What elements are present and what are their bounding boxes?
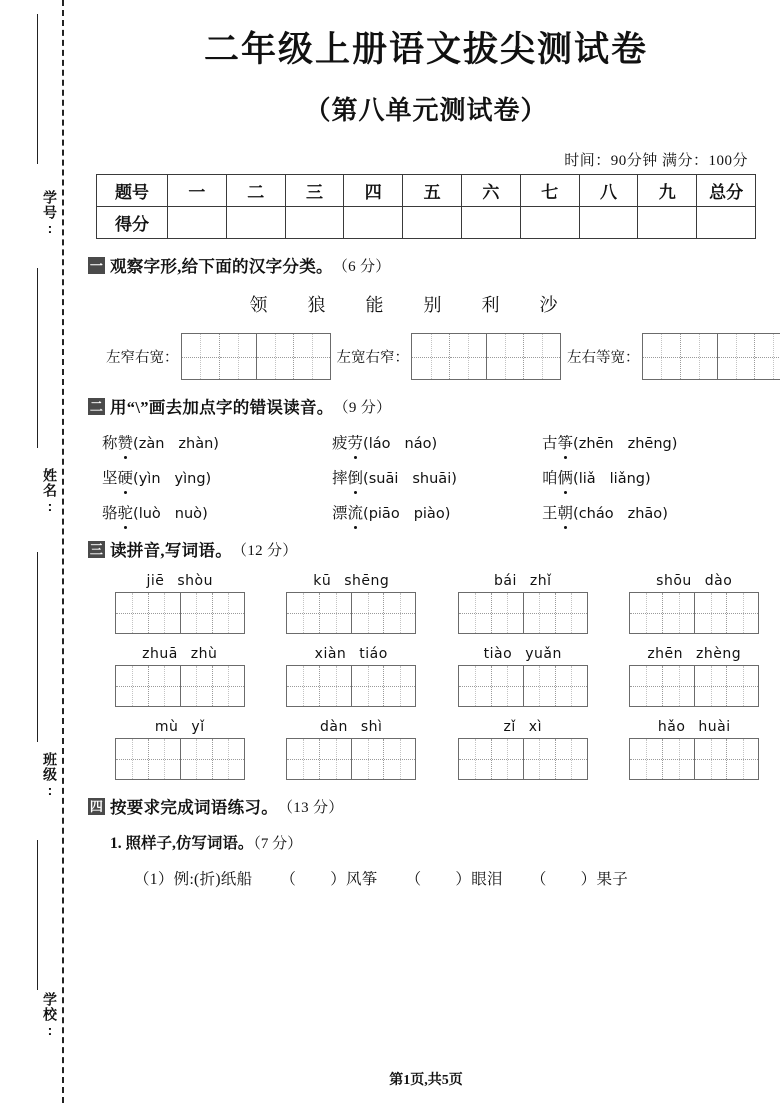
question-1 (88, 253, 780, 380)
pinyin-syllable-1: bái (494, 573, 517, 589)
margin-label-student-id: 学号: (42, 190, 58, 237)
pinyin-item[interactable]: 骆驼(luò nuò) (102, 501, 332, 523)
tianzige-grid[interactable] (629, 592, 759, 634)
margin-label-class: 班级: (42, 752, 58, 799)
pinyin-syllable-1: zhēn (647, 646, 684, 662)
score-table (96, 174, 756, 239)
question-1-characters (88, 291, 780, 317)
write-word-row (94, 719, 780, 780)
word-char-dotted: 赞 (118, 431, 134, 453)
question-1-header (88, 253, 780, 277)
pinyin-syllable-1: hǎo (657, 719, 686, 735)
score-input-cell[interactable] (344, 207, 403, 239)
tianzige-grid[interactable] (458, 738, 588, 780)
exam-meta: 时间：90分钟 满分：100分 (564, 153, 748, 169)
pinyin-hint (320, 719, 382, 735)
question-3-score: （12 分） (232, 542, 298, 559)
pinyin-option-b[interactable]: liǎng (609, 471, 645, 487)
pinyin-option-b[interactable]: zhàn (178, 436, 214, 452)
pinyin-hint (656, 573, 732, 589)
margin-label-name: 姓名: (42, 468, 58, 515)
tianzige-grid[interactable] (181, 333, 331, 380)
word-char-dotted: 流 (348, 501, 364, 523)
table-row (97, 207, 756, 239)
pinyin-option-a[interactable]: piāo (368, 506, 400, 522)
write-word-item (94, 646, 266, 707)
pinyin-hint (647, 646, 741, 662)
sort-category-1 (106, 333, 331, 380)
pinyin-row (102, 466, 780, 488)
pinyin-syllable-2: zhù (190, 646, 218, 662)
write-word-item (94, 573, 266, 634)
rail-divider (37, 552, 38, 742)
pinyin-syllable-2: yǐ (191, 719, 205, 735)
score-row-label: 题号 (97, 175, 168, 207)
score-col-8: 八 (579, 175, 638, 207)
sort-category-2 (337, 333, 562, 380)
sort-label-equal-width: 左右等宽： (567, 350, 640, 366)
tianzige-grid[interactable] (286, 665, 416, 707)
word-char-dotted: 驼 (118, 501, 134, 523)
word-char-1: 摔 (332, 470, 348, 487)
rail-divider (37, 14, 38, 164)
pinyin-row (102, 501, 780, 523)
pinyin-syllable-1: zhuā (142, 646, 178, 662)
margin-label-school: 学校: (42, 992, 58, 1039)
pinyin-syllable-2: dào (704, 573, 733, 589)
pinyin-item[interactable]: 古筝(zhēn zhēng) (542, 431, 772, 453)
pinyin-syllable-1: jiē (146, 573, 165, 589)
pinyin-hint (313, 573, 389, 589)
write-word-item (437, 573, 609, 634)
tianzige-grid[interactable] (458, 665, 588, 707)
question-4-number: 四 (89, 798, 104, 814)
question-1-text: 观察字形,给下面的汉字分类。 (110, 257, 333, 276)
question-2-number: 二 (89, 398, 104, 414)
word-char-1: 古 (542, 435, 558, 452)
seal-dashed-line (62, 0, 64, 1103)
question-3-text: 读拼音,写词语。 (110, 541, 233, 560)
char-item: 领 (249, 295, 269, 315)
char-item: 利 (481, 295, 501, 315)
question-3-items (88, 573, 780, 780)
pinyin-option-a[interactable]: zàn (138, 436, 165, 452)
question-4-header (88, 794, 780, 818)
score-col-3: 三 (285, 175, 344, 207)
pinyin-item[interactable]: 疲劳(láo náo) (332, 431, 542, 453)
tianzige-grid[interactable] (642, 333, 780, 380)
tianzige-grid[interactable] (629, 738, 759, 780)
word-char-dotted: 朝 (558, 501, 574, 523)
pinyin-item[interactable]: 漂流(piāo piào) (332, 501, 542, 523)
char-item: 别 (423, 295, 443, 315)
word-char-1: 漂 (332, 505, 348, 522)
score-col-2: 二 (226, 175, 285, 207)
pinyin-option-b[interactable]: zhāo (627, 506, 663, 522)
page-footer: 第1页,共5页 (389, 1073, 463, 1088)
pinyin-syllable-2: tiáo (359, 646, 388, 662)
question-1-score: （6 分） (332, 258, 391, 275)
pinyin-syllable-1: mù (154, 719, 179, 735)
char-item: 沙 (539, 295, 559, 315)
pinyin-option-a[interactable]: luò (138, 506, 161, 522)
write-word-row (94, 646, 780, 707)
word-char-1: 疲 (332, 435, 348, 452)
word-char-1: 坚 (102, 470, 118, 487)
question-4-example-line: （1）例:(折)纸船 （ ）风筝 （ ）眼泪 （ ）果子 (134, 871, 629, 888)
sort-label-narrow-left: 左窄右宽： (106, 350, 179, 366)
question-4-score: （13 分） (278, 799, 344, 816)
write-word-item (266, 719, 438, 780)
sub-question-score: （7 分） (253, 836, 303, 852)
tianzige-grid[interactable] (411, 333, 561, 380)
pinyin-option-a[interactable]: liǎ (578, 471, 596, 487)
pinyin-option-b[interactable]: náo (404, 436, 432, 452)
pinyin-hint (494, 573, 551, 589)
score-col-9: 九 (638, 175, 697, 207)
pinyin-syllable-2: shēng (344, 573, 390, 589)
rail-divider (37, 268, 38, 448)
pinyin-syllable-1: tiào (483, 646, 513, 662)
pinyin-option-a[interactable]: suāi (368, 471, 399, 487)
score-input-cell[interactable] (285, 207, 344, 239)
char-item: 能 (365, 295, 385, 315)
pinyin-item[interactable]: 坚硬(yìn yìng) (102, 466, 332, 488)
write-word-item (609, 573, 780, 634)
pinyin-hint (315, 646, 388, 662)
score-table-wrap (72, 174, 780, 239)
sort-category-3 (567, 333, 780, 380)
pinyin-item[interactable]: 摔倒(suāi shuāi) (332, 466, 542, 488)
pinyin-row (102, 431, 780, 453)
score-col-7: 七 (520, 175, 579, 207)
question-2 (88, 394, 780, 523)
word-char-1: 骆 (102, 505, 118, 522)
question-2-header (88, 394, 780, 418)
write-word-row (94, 573, 780, 634)
score-input-cell[interactable] (579, 207, 638, 239)
score-col-6: 六 (461, 175, 520, 207)
write-word-item (266, 646, 438, 707)
pinyin-item[interactable]: 称赞(zàn zhàn) (102, 431, 332, 453)
pinyin-option-b[interactable]: zhēng (627, 436, 672, 452)
score-input-cell[interactable] (226, 207, 285, 239)
question-4-text: 按要求完成词语练习。 (110, 798, 278, 817)
example-item-1: ）风筝 (330, 871, 378, 888)
score-input-cell[interactable] (461, 207, 520, 239)
word-char-dotted: 硬 (118, 466, 134, 488)
tianzige-grid[interactable] (115, 592, 245, 634)
page-subtitle: （第八单元测试卷） (304, 96, 548, 125)
write-word-item (94, 719, 266, 780)
pinyin-option-b[interactable]: shuāi (412, 471, 452, 487)
word-char-dotted: 俩 (558, 466, 574, 488)
pinyin-hint (658, 719, 731, 735)
write-word-item (437, 719, 609, 780)
pinyin-syllable-2: shì (360, 719, 383, 735)
question-2-items (88, 431, 780, 523)
question-3-number: 三 (89, 541, 104, 557)
tianzige-grid[interactable] (115, 665, 245, 707)
question-4-sub-1 (110, 831, 780, 853)
pinyin-syllable-1: xiàn (314, 646, 347, 662)
pinyin-option-b[interactable]: yìng (174, 471, 206, 487)
word-char-1: 王 (542, 505, 558, 522)
question-1-answer-row (88, 333, 780, 380)
pinyin-item[interactable]: 咱俩(liǎ liǎng) (542, 466, 772, 488)
score-input-cell[interactable] (638, 207, 697, 239)
pinyin-syllable-2: xì (528, 719, 542, 735)
question-2-score: （9 分） (333, 399, 392, 416)
question-3 (88, 537, 780, 780)
write-word-item (609, 646, 780, 707)
exam-sheet (72, 0, 780, 1103)
pinyin-syllable-1: zǐ (503, 719, 516, 735)
question-4 (88, 794, 780, 889)
score-col-1: 一 (168, 175, 227, 207)
pinyin-option-b[interactable]: nuò (174, 506, 203, 522)
rail-divider (37, 840, 38, 990)
question-2-text: 用“\”画去加点字的错误读音。 (110, 398, 334, 417)
pinyin-hint (142, 646, 217, 662)
write-word-item (609, 719, 780, 780)
pinyin-hint (484, 646, 562, 662)
score-col-5: 五 (403, 175, 462, 207)
score-input-cell[interactable] (520, 207, 579, 239)
pinyin-option-a[interactable]: yìn (138, 471, 161, 487)
tianzige-grid[interactable] (458, 592, 588, 634)
write-word-item (266, 573, 438, 634)
example-lead: （1）例:(折)纸船 (134, 871, 253, 888)
pinyin-item[interactable]: 王朝(cháo zhāo) (542, 501, 772, 523)
score-input-cell[interactable] (697, 207, 756, 239)
pinyin-hint (504, 719, 542, 735)
score-col-4: 四 (344, 175, 403, 207)
pinyin-syllable-1: kū (313, 573, 332, 589)
word-char-1: 称 (102, 435, 118, 452)
pinyin-syllable-2: zhèng (696, 646, 742, 662)
write-word-item (437, 646, 609, 707)
char-item: 狼 (307, 295, 327, 315)
pinyin-hint (155, 719, 205, 735)
pinyin-syllable-2: huài (698, 719, 731, 735)
word-char-dotted: 劳 (348, 431, 364, 453)
tianzige-grid[interactable] (629, 665, 759, 707)
word-char-dotted: 倒 (348, 466, 364, 488)
score-input-cell[interactable] (403, 207, 462, 239)
pinyin-option-a[interactable]: láo (368, 436, 391, 452)
sort-label-wide-left: 左宽右窄： (336, 350, 409, 366)
tianzige-grid[interactable] (115, 738, 245, 780)
pinyin-syllable-2: zhǐ (529, 573, 552, 589)
example-item-2: ）眼泪 (455, 871, 503, 888)
example-item-3: ）果子 (580, 871, 629, 888)
tianzige-grid[interactable] (286, 738, 416, 780)
pinyin-syllable-1: dàn (320, 719, 348, 735)
pinyin-syllable-2: yuǎn (525, 646, 562, 662)
pinyin-option-b[interactable]: piào (413, 506, 445, 522)
pinyin-hint (146, 573, 213, 589)
left-margin-rail (0, 0, 72, 1103)
question-1-number: 一 (89, 257, 104, 273)
page-title: 二年级上册语文拔尖测试卷 (203, 30, 648, 69)
table-row (97, 175, 756, 207)
score-row-label: 得分 (97, 207, 168, 239)
word-char-dotted: 筝 (558, 431, 574, 453)
pinyin-option-a[interactable]: cháo (578, 506, 614, 522)
pinyin-syllable-1: shōu (656, 573, 692, 589)
score-col-total: 总分 (697, 175, 756, 207)
sub-question-text: 1. 照样子,仿写词语。 (110, 835, 254, 852)
pinyin-syllable-2: shòu (177, 573, 213, 589)
pinyin-option-a[interactable]: zhēn (578, 436, 614, 452)
tianzige-grid[interactable] (286, 592, 416, 634)
word-char-1: 咱 (542, 470, 558, 487)
question-3-header (88, 537, 780, 561)
score-input-cell[interactable] (168, 207, 227, 239)
